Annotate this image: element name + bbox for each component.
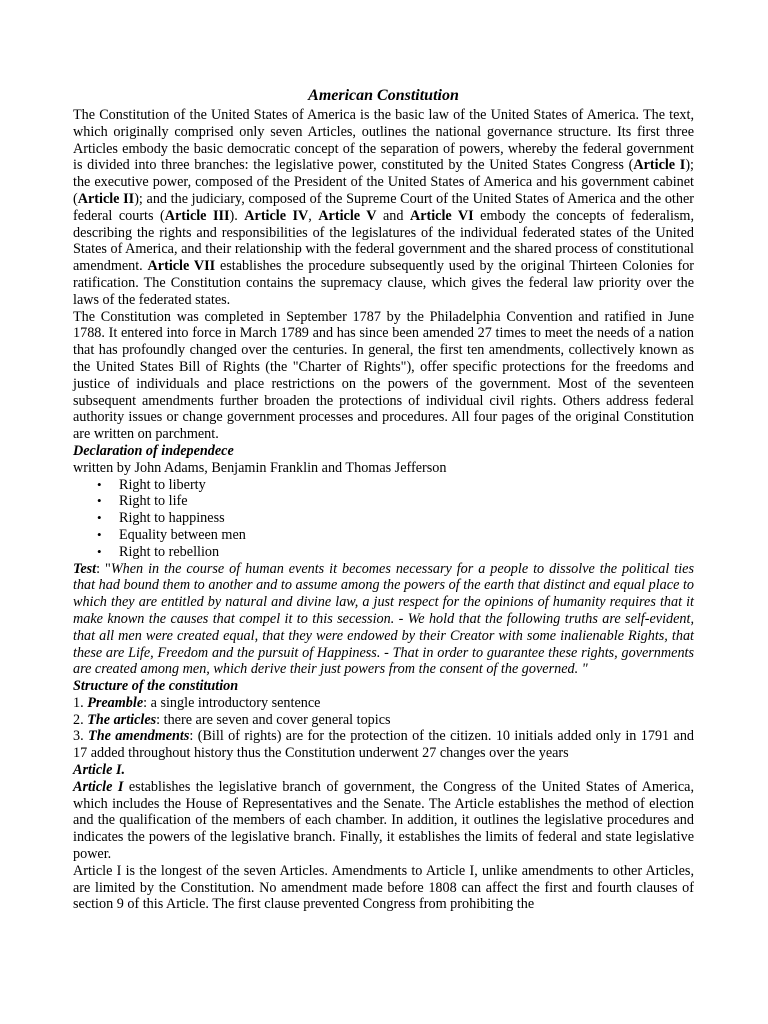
- article-i-heading: Article I.: [73, 762, 126, 779]
- structure-item: 2. The articles: there are seven and cover general topics: [73, 711, 391, 728]
- structure-item: 1. Preamble: a single introductory sentence: [73, 694, 321, 711]
- list-item: • Right to liberty: [97, 476, 206, 493]
- rights-list: [73, 477, 694, 561]
- declaration-authors: written by John Adams, Benjamin Franklin and Thomas Jefferson: [73, 459, 447, 476]
- article-vi-ref: Article VI: [409, 207, 474, 224]
- article-i-paragraph-2: Article I is the longest of the seven Articles. Amendments to Article I, unlike amendments to other Articles, are limited by the Constitution. No amendment made before 1808 can affect the first and fourth clauses of section 9 of this Article. The first clause prevented Congress from prohibiting the: [73, 862, 694, 913]
- test-quote: Test: "When in the course of human events it becomes necessary for a people to dissolve the political ties that had bound them to another and to assume among the powers of the earth that distinct and equal place to which they are entitled by natural and divine law, a just respect for the opinions of humanity requires that it make known the causes that compel it to this secession. - We hold that the following truths are self-evident, that all men were created equal, that they were endowed by their Creator with some inalienable Rights, that these are Life, Freedom and the pursuit of Happiness. - That in order to guarantee these rights, governments are created among men, which derive their just powers from the consent of the governed. ": [73, 560, 694, 678]
- bullet-icon: •: [97, 476, 102, 492]
- bullet-icon: •: [97, 493, 102, 509]
- list-item: • Right to happiness: [97, 510, 225, 527]
- test-label: Test: [73, 560, 97, 577]
- history-paragraph: The Constitution was completed in September 1787 by the Philadelphia Convention and ratified in June 1788. It entered into force in March 1789 and has since been amended 27 times to meet the needs of a nation that has profoundly changed over the centuries. In general, the first ten amendments, collectively known as the United States Bill of Rights (the "Charter of Rights"), offer specific protections for the freedoms and justice of individuals and place restrictions on the powers of the government. Most of the seventeen subsequent amendments further broaden the protections of individual civil rights. Others address federal authority issues or change government processes and procedures. All four pages of the original Constitution are written on parchment.: [73, 308, 694, 443]
- document-title: American Constitution: [308, 87, 459, 104]
- article-vii-ref: Article VII: [147, 258, 216, 275]
- list-item: • Equality between men: [97, 526, 246, 543]
- list-item: • Right to rebellion: [97, 543, 220, 560]
- article-iv-ref: Article IV: [244, 207, 309, 224]
- article-i-paragraph: Article I establishes the legislative branch of government, the Congress of the United States of America, which includes the House of Representatives and the Senate. The Article establishes the method of election and the qualification of the members of each chamber. In addition, it outlines the legislative procedures and indicates the powers of the legislative branch. Finally, it establishes the limits of federal and state legislative power.: [73, 778, 694, 863]
- article-i-lead: Article I: [73, 778, 124, 795]
- bullet-icon: •: [97, 510, 102, 526]
- article-iii-ref: Article III: [164, 207, 230, 224]
- bullet-icon: •: [97, 526, 102, 542]
- declaration-heading: Declaration of independece: [73, 442, 234, 459]
- list-item: • Right to life: [97, 493, 188, 510]
- article-i-ref: Article I: [633, 157, 686, 174]
- article-ii-ref: Article II: [77, 190, 135, 207]
- bullet-icon: •: [97, 543, 102, 559]
- structure-heading: Structure of the constitution: [73, 678, 239, 695]
- article-v-ref: Article V: [318, 207, 377, 224]
- structure-item: 3. The amendments: (Bill of rights) are for the protection of the citizen. 10 initials added only in 1791 and 17 added throughout history thus the Constitution underwent 27 changes over the years: [73, 728, 695, 762]
- intro-paragraph: The Constitution of the United States of America is the basic law of the United States of America. The text, which originally comprised only seven Articles, outlines the national governance structure. Its first three Articles embody the basic democratic concept of the separation of powers, whereby the federal government is divided into three branches: the legislative power, constituted by the United States Congress (Article I); the executive power, composed of the President of the United States of America and his government cabinet (Article II); and the judiciary, composed of the Supreme Court of the United States of America and the other federal courts (Article III). Article IV, Article V and Article VI embody the concepts of federalism, describing the rights and responsibilities of the legislatures of the individual federated states of the United States of America, and their relationship with the federal government and the shared process of constitutional amendment. Article VII establishes the procedure subsequently used by the original Thirteen Colonies for ratification. The Constitution contains the supremacy clause, which gives the federal law priority over the laws of the federated states.: [73, 107, 695, 308]
- test-quote-text: When in the course of human events it becomes necessary for a people to dissolve the political ties that had bound them to another and to assume among the powers of the earth that distinct and equal place to which they are entitled by natural and divine law, a just respect for the opinions of humanity requires that it make known the causes that compel it to this secession. - We hold that the following truths are self-evident, that all men were created equal, that they were endowed by their Creator with some inalienable Rights, that these are Life, Freedom and the pursuit of Happiness. - That in order to guarantee these rights, governments are created among men, which derive their just powers from the consent of the governed.: [73, 560, 694, 678]
